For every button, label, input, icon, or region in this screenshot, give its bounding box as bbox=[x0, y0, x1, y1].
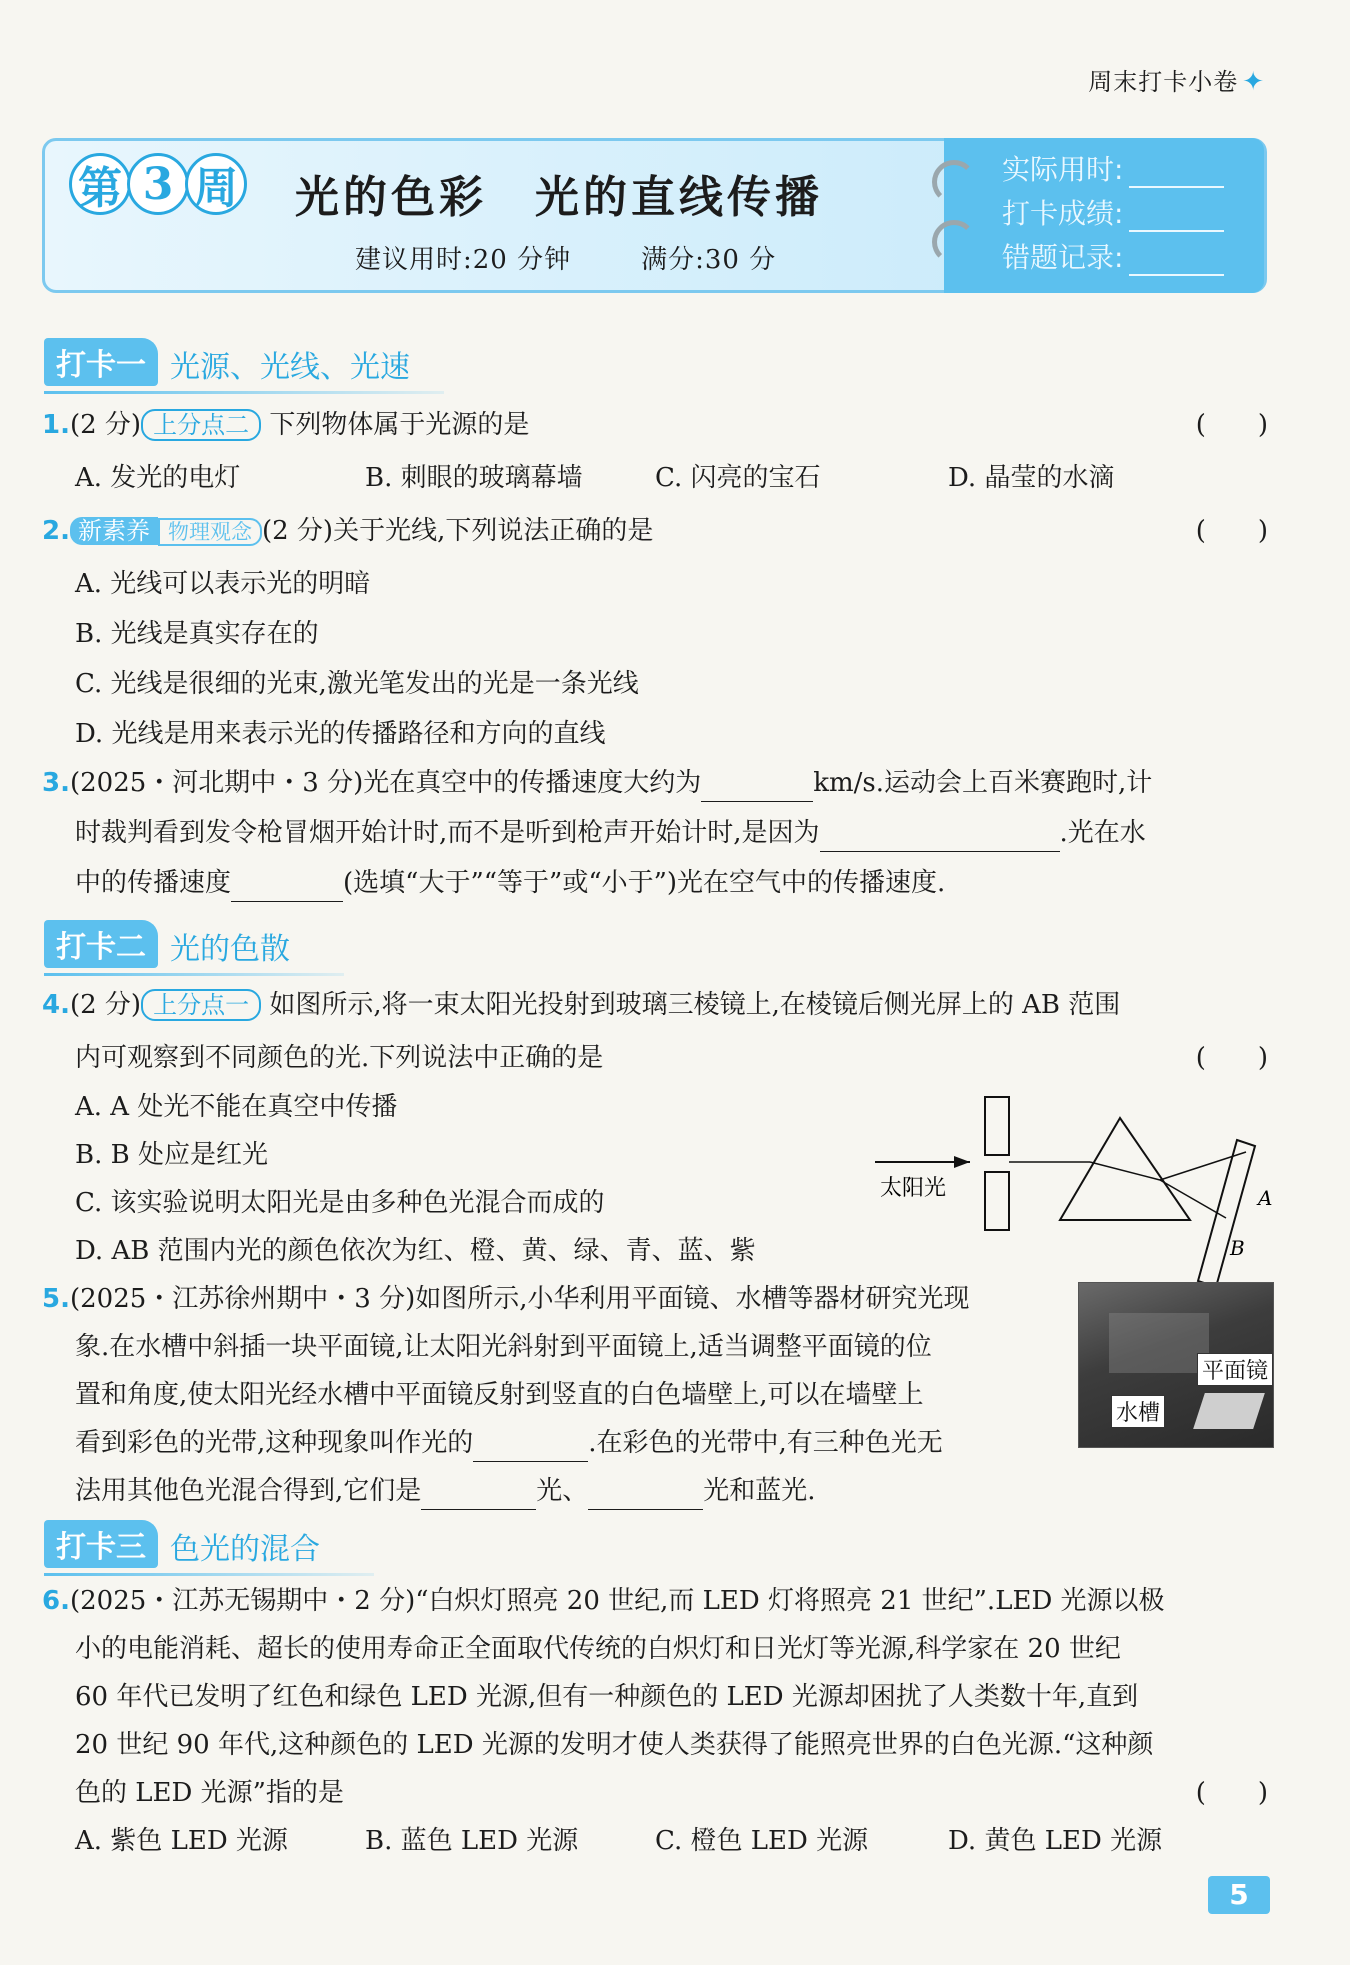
question-5-line: 法用其他色光混合得到,它们是 光、 光和蓝光. bbox=[75, 1472, 816, 1510]
tank-label: 水槽 bbox=[1111, 1395, 1165, 1428]
question-5: 5.(2025・江苏徐州期中・3 分)如图所示,小华利用平面镜、水槽等器材研究光现 bbox=[42, 1284, 970, 1314]
slit-upper bbox=[985, 1097, 1009, 1155]
answer-paren: ( ) bbox=[1195, 410, 1268, 440]
question-1: 1.(2 分) 上分点二 下列物体属于光源的是 bbox=[42, 410, 530, 440]
week-badge bbox=[69, 153, 243, 215]
prism bbox=[1060, 1118, 1190, 1220]
option: D. 黄色 LED 光源 bbox=[948, 1826, 1163, 1856]
question-6-line: 色的 LED 光源”指的是 bbox=[75, 1778, 344, 1808]
question-6: 6.(2025・江苏无锡期中・2 分)“白炽灯照亮 20 世纪,而 LED 灯将照亮 21 世纪”.LED 光源以极 bbox=[42, 1586, 1165, 1616]
record-errors: 错题记录: bbox=[1002, 236, 1224, 276]
week-banner bbox=[42, 138, 1267, 293]
screen bbox=[1198, 1140, 1255, 1287]
question-2: 2. 新素养 物理观念 (2 分)关于光线,下列说法正确的是 bbox=[42, 516, 654, 546]
week-number: 3 bbox=[127, 153, 189, 215]
tag-badge: 新素养 bbox=[70, 517, 158, 545]
option: B. 光线是真实存在的 bbox=[75, 619, 319, 649]
mirror-label: 平面镜 bbox=[1197, 1353, 1273, 1386]
question-5-line: 象.在水槽中斜插一块平面镜,让太阳光斜射到平面镜上,适当调整平面镜的位 bbox=[75, 1332, 932, 1362]
question-3-line: 时裁判看到发令枪冒烟开始计时,而不是听到枪声开始计时,是因为 .光在水 bbox=[75, 814, 1146, 852]
record-panel bbox=[944, 138, 1264, 293]
question-4: 4.(2 分) 上分点一 如图所示,将一束太阳光投射到玻璃三棱镜上,在棱镜后侧光屏上的 AB 范围 bbox=[42, 990, 1121, 1020]
experiment-photo bbox=[1078, 1282, 1274, 1448]
option: C. 橙色 LED 光源 bbox=[655, 1826, 869, 1856]
binder-ring-icon bbox=[932, 220, 976, 264]
option: D. 晶莹的水滴 bbox=[948, 463, 1115, 493]
option: A. 光线可以表示光的明暗 bbox=[75, 569, 371, 599]
option: B. 刺眼的玻璃幕墙 bbox=[365, 463, 583, 493]
answer-paren: ( ) bbox=[1195, 1778, 1268, 1808]
option: C. 该实验说明太阳光是由多种色光混合而成的 bbox=[75, 1188, 605, 1218]
slit-lower bbox=[985, 1172, 1009, 1230]
point-b-label: B bbox=[1230, 1236, 1245, 1260]
section-header: 打卡三 色光的混合 bbox=[44, 1520, 374, 1568]
week-char: 第 bbox=[69, 153, 131, 215]
tag-badge: 上分点一 bbox=[141, 989, 261, 1021]
record-actual-time: 实际用时: bbox=[1002, 148, 1224, 188]
series-title: 周末打卡小卷 ✦ bbox=[1088, 67, 1265, 97]
question-6-line: 小的电能消耗、超长的使用寿命正全面取代传统的白炽灯和日光灯等光源,科学家在 20 世纪 bbox=[75, 1634, 1121, 1664]
page-number: 5 bbox=[1208, 1876, 1270, 1914]
time-score: 建议用时:20 分钟 满分:30 分 bbox=[355, 245, 777, 275]
sunlight-label: 太阳光 bbox=[880, 1176, 947, 1201]
light-ray bbox=[1090, 1162, 1160, 1180]
answer-paren: ( ) bbox=[1195, 516, 1268, 546]
option: C. 闪亮的宝石 bbox=[655, 463, 821, 493]
question-5-line: 置和角度,使太阳光经水槽中平面镜反射到竖直的白色墙壁上,可以在墙壁上 bbox=[75, 1380, 924, 1410]
question-4-line: 内可观察到不同颜色的光.下列说法中正确的是 bbox=[75, 1043, 604, 1073]
question-6-line: 60 年代已发明了红色和绿色 LED 光源,但有一种颜色的 LED 光源却困扰了人类数十年,直到 bbox=[75, 1682, 1139, 1712]
prism-diagram bbox=[870, 1090, 1280, 1300]
option: B. 蓝色 LED 光源 bbox=[365, 1826, 579, 1856]
question-3: 3.(2025・河北期中・3 分)光在真空中的传播速度大约为 km/s.运动会上百米赛跑时,计 bbox=[42, 764, 1152, 802]
point-a-label: A bbox=[1258, 1186, 1273, 1210]
binder-ring-icon bbox=[932, 160, 976, 204]
question-5-line: 看到彩色的光带,这种现象叫作光的 .在彩色的光带中,有三种色光无 bbox=[75, 1424, 943, 1462]
tag-badge: 上分点二 bbox=[141, 409, 261, 441]
water-tank-shape bbox=[1193, 1393, 1265, 1429]
answer-paren: ( ) bbox=[1195, 1043, 1268, 1073]
sparkle-icon: ✦ bbox=[1242, 67, 1265, 97]
option: D. 光线是用来表示光的传播路径和方向的直线 bbox=[75, 719, 606, 749]
week-char: 周 bbox=[185, 153, 247, 215]
section-header: 打卡二 光的色散 bbox=[44, 920, 344, 968]
option: C. 光线是很细的光束,激光笔发出的光是一条光线 bbox=[75, 669, 639, 699]
page-title: 光的色彩 光的直线传播 bbox=[295, 172, 823, 223]
option: A. 发光的电灯 bbox=[75, 463, 241, 493]
question-6-line: 20 世纪 90 年代,这种颜色的 LED 光源的发明才使人类获得了能照亮世界的白色光源.“这种颜 bbox=[75, 1730, 1154, 1760]
tag-badge: 物理观念 bbox=[158, 518, 262, 546]
option: D. AB 范围内光的颜色依次为红、橙、黄、绿、青、蓝、紫 bbox=[75, 1236, 756, 1266]
option: A. A 处光不能在真空中传播 bbox=[75, 1092, 398, 1122]
option: B. B 处应是红光 bbox=[75, 1140, 269, 1170]
section-header: 打卡一 光源、光线、光速 bbox=[44, 338, 444, 386]
question-3-line: 中的传播速度 (选填“大于”“等于”或“小于”)光在空气中的传播速度. bbox=[75, 864, 945, 902]
option: A. 紫色 LED 光源 bbox=[75, 1826, 288, 1856]
record-score: 打卡成绩: bbox=[1002, 192, 1224, 232]
